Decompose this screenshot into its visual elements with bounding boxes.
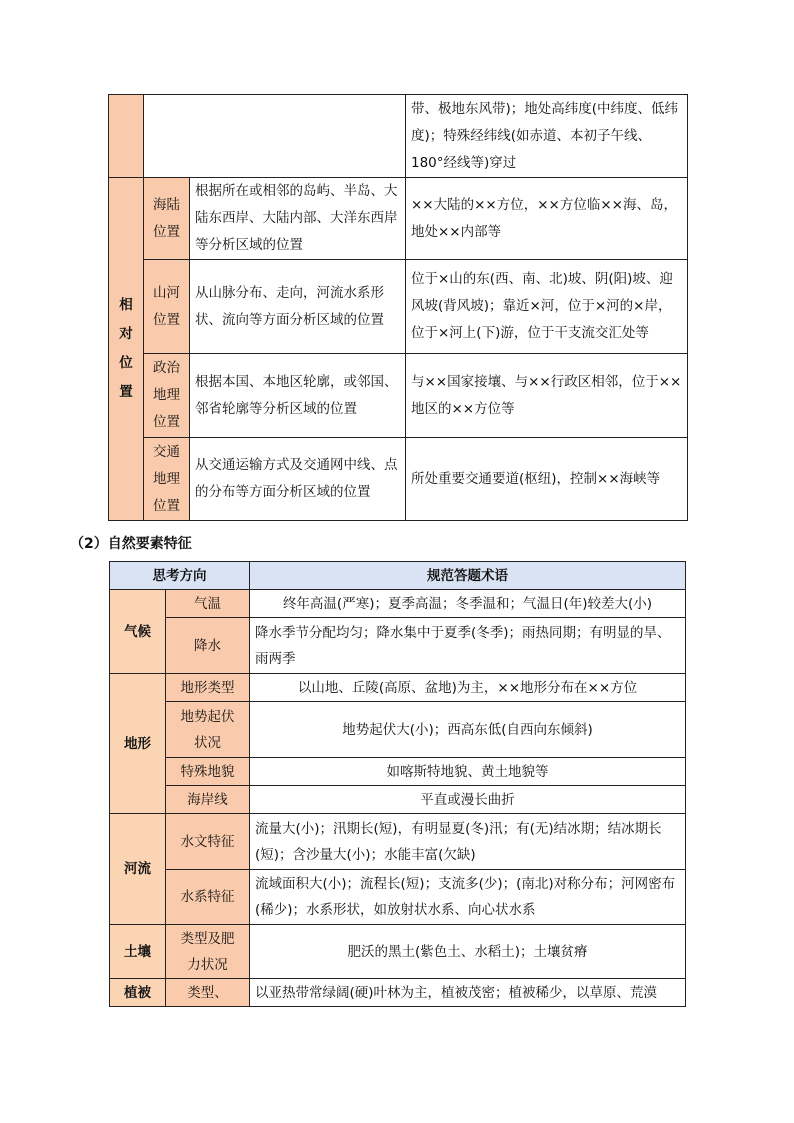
header-thinking-direction: 思考方向 [110,562,250,590]
term-cell: 平直或漫长曲折 [250,786,686,814]
sub-direction-cell: 海岸线 [166,786,250,814]
method-cell: 从山脉分布、走向，河流水系形状、流向等方面分析区域的位置 [190,260,406,354]
term-cell: 降水季节分配均匀；降水集中于夏季(冬季)；雨热同期；有明显的旱、雨两季 [250,618,686,674]
sub-direction-cell: 交通地理位置 [144,438,190,521]
term-cell: 与××国家接壤、与××行政区相邻，位于××地区的××方位等 [406,354,688,438]
method-cell: 根据本国、本地区轮廓，或邻国、邻省轮廓等分析区域的位置 [190,354,406,438]
table-row [109,438,688,521]
table-row [110,702,686,758]
sub-direction-cell: 气温 [166,590,250,618]
table-row [110,786,686,814]
term-cell: 流域面积大(小)；流程长(短)；支流多(少)；(南北)对称分布；河网密布(稀少)；水系形状，如放射状水系、向心状水系 [250,870,686,925]
sub-direction-cell: 政治地理位置 [144,354,190,438]
term-cell: 流量大(小)；汛期长(短)，有明显夏(冬)汛；有(无)结冰期；结冰期长(短)；含沙量大(小)；水能丰富(欠缺) [250,814,686,870]
natural-features-table [109,561,686,1007]
table-row [110,674,686,702]
category-landform: 地形 [110,674,166,814]
term-cell: 终年高温(严寒)；夏季高温；冬季温和；气温日(年)较差大(小) [250,590,686,618]
sub-direction-cell: 降水 [166,618,250,674]
term-cell: 位于×山的东(西、南、北)坡、阴(阳)坡、迎风坡(背风坡)；靠近×河，位于×河的×岸，位于×河上(下)游，位于干支流交汇处等 [406,260,688,354]
sub-direction-cell: 水系特征 [166,870,250,925]
relative-location-table [108,94,688,521]
table-row [110,758,686,786]
method-cell [144,95,406,178]
table-row [109,95,688,178]
category-vegetation: 植被 [110,979,166,1007]
sub-direction-cell: 类型及肥力状况 [166,925,250,979]
table-row [110,814,686,870]
term-cell: 如喀斯特地貌、黄土地貌等 [250,758,686,786]
table-header-row [110,562,686,590]
sub-direction-cell: 地形类型 [166,674,250,702]
table-row [109,260,688,354]
table-row [110,979,686,1007]
category-river: 河流 [110,814,166,925]
category-cell [109,95,144,178]
sub-direction-cell: 海陆位置 [144,178,190,260]
method-cell: 从交通运输方式及交通网中线、点的分布等方面分析区域的位置 [190,438,406,521]
sub-direction-cell: 山河位置 [144,260,190,354]
category-climate: 气候 [110,590,166,674]
sub-direction-cell: 水文特征 [166,814,250,870]
table-row [110,870,686,925]
table-row [110,590,686,618]
table-row [110,925,686,979]
sub-direction-cell: 特殊地貌 [166,758,250,786]
term-cell: 地势起伏大(小)；西高东低(自西向东倾斜) [250,702,686,758]
header-terms: 规范答题术语 [250,562,686,590]
table-row [109,354,688,438]
category-relative-location: 相对位置 [109,178,144,521]
sub-direction-cell: 地势起伏状况 [166,702,250,758]
term-cell: 以山地、丘陵(高原、盆地)为主，××地形分布在××方位 [250,674,686,702]
term-cell: 肥沃的黑土(紫色土、水稻土)；土壤贫瘠 [250,925,686,979]
table-row [110,618,686,674]
term-cell: 所处重要交通要道(枢纽)，控制××海峡等 [406,438,688,521]
term-cell: 带、极地东风带)；地处高纬度(中纬度、低纬度)；特殊经纬线(如赤道、本初子午线、180°经线等)穿过 [406,95,688,178]
category-soil: 土壤 [110,925,166,979]
section-heading: （2）自然要素特征 [70,536,192,552]
method-cell: 根据所在或相邻的岛屿、半岛、大陆东西岸、大陆内部、大洋东西岸等分析区域的位置 [190,178,406,260]
term-cell: ××大陆的××方位，××方位临××海、岛，地处××内部等 [406,178,688,260]
table-row [109,178,688,260]
term-cell: 以亚热带常绿阔(硬)叶林为主，植被茂密；植被稀少，以草原、荒漠 [250,979,686,1007]
sub-direction-cell: 类型、 [166,979,250,1007]
